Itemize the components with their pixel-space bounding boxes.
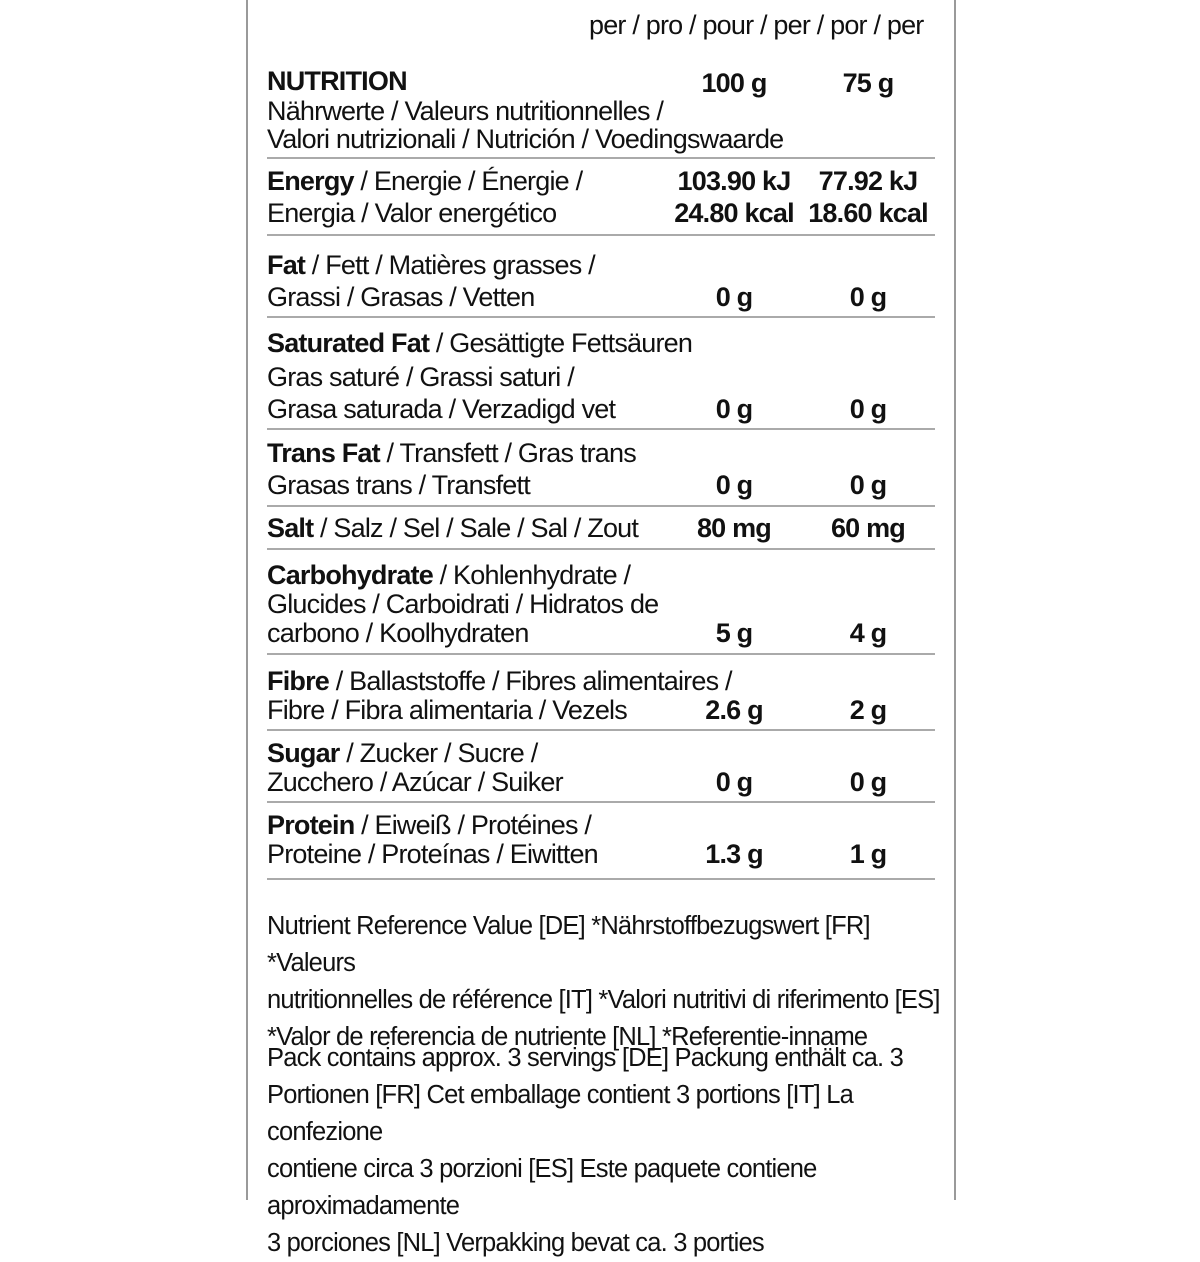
fat-label-line2: Grassi / Grasas / Vetten	[267, 282, 535, 312]
divider	[267, 157, 935, 159]
fibre-per-75g: 2 g	[849, 695, 887, 725]
divider	[267, 234, 935, 236]
energy-kj-per-75g: 77.92 kJ	[818, 166, 918, 196]
sugar-label-line2: Zucchero / Azúcar / Suiker	[267, 767, 563, 797]
fat-per-100g: 0 g	[715, 282, 753, 312]
divider	[267, 548, 935, 550]
per-serving-label: per / pro / pour / per / por / per	[589, 10, 924, 40]
energy-kcal-per-75g: 18.60 kcal	[808, 198, 928, 228]
nutrition-subtitle-line2: Valori nutrizionali / Nutrición / Voedingswaarde	[267, 124, 784, 154]
trans-fat-label-line2: Grasas trans / Transfett	[267, 470, 530, 500]
energy-kj-per-100g: 103.90 kJ	[677, 166, 791, 196]
carbohydrate-per-75g: 4 g	[849, 618, 887, 648]
servings-note-line: Pack contains approx. 3 servings [DE] Packung enthält ca. 3	[267, 1044, 904, 1072]
saturated-fat-per-100g: 0 g	[715, 394, 753, 424]
carbohydrate-per-100g: 5 g	[715, 618, 753, 648]
servings-note	[267, 1040, 947, 1262]
trans-fat-per-75g: 0 g	[849, 470, 887, 500]
fibre-label: Fibre / Ballaststoffe / Fibres alimentaires /	[267, 666, 732, 696]
column-header-75g: 75 g	[842, 68, 894, 98]
trans-fat-per-100g: 0 g	[715, 470, 753, 500]
energy-label: Energy / Energie / Énergie /	[267, 166, 583, 196]
salt-per-75g: 60 mg	[830, 513, 906, 543]
divider	[267, 653, 935, 655]
saturated-fat-per-75g: 0 g	[849, 394, 887, 424]
column-header-100g: 100 g	[701, 68, 767, 98]
divider	[267, 878, 935, 880]
divider	[267, 428, 935, 430]
fibre-per-100g: 2.6 g	[705, 695, 763, 725]
reference-note-line: nutritionnelles de référence [IT] *Valori nutritivi di riferimento [ES]	[267, 986, 940, 1014]
nutrition-label	[246, 0, 956, 1257]
nutrition-title: NUTRITION	[267, 66, 407, 96]
salt-label: Salt / Salz / Sel / Sale / Sal / Zout	[267, 513, 639, 543]
divider	[267, 505, 935, 507]
salt-per-100g: 80 mg	[696, 513, 772, 543]
reference-note-line: *Valor de referencia de nutriente [NL] *Referentie-inname	[267, 1023, 868, 1051]
energy-kcal-per-100g: 24.80 kcal	[674, 198, 794, 228]
sugar-label: Sugar / Zucker / Sucre /	[267, 738, 538, 768]
saturated-fat-label-line2: Gras saturé / Grassi saturi /	[267, 362, 574, 392]
fibre-label-line2: Fibre / Fibra alimentaria / Vezels	[267, 695, 627, 725]
reference-note-line: Nutrient Reference Value [DE] *Nährstoffbezugswert [FR] *Valeurs	[267, 912, 870, 977]
servings-note-line: 3 porciones [NL] Verpakking bevat ca. 3 porties	[267, 1229, 764, 1257]
carbohydrate-label: Carbohydrate / Kohlenhydrate /	[267, 560, 631, 590]
energy-label-line2: Energia / Valor energético	[267, 198, 557, 228]
nutrition-subtitle-line1: Nährwerte / Valeurs nutritionnelles /	[267, 96, 664, 126]
reference-value-note	[267, 908, 947, 1056]
fat-per-75g: 0 g	[849, 282, 887, 312]
protein-per-75g: 1 g	[849, 839, 887, 869]
carbohydrate-label-line3: carbono / Koolhydraten	[267, 618, 529, 648]
divider	[267, 316, 935, 318]
servings-note-line: Portionen [FR] Cet emballage contient 3 portions [IT] La confezione	[267, 1081, 853, 1146]
servings-note-line: contiene circa 3 porzioni [ES] Este paquete contiene aproximadamente	[267, 1155, 817, 1220]
sugar-per-100g: 0 g	[715, 767, 753, 797]
protein-label: Protein / Eiweiß / Protéines /	[267, 810, 592, 840]
trans-fat-label: Trans Fat / Transfett / Gras trans	[267, 438, 636, 468]
protein-label-line2: Proteine / Proteínas / Eiwitten	[267, 839, 598, 869]
divider	[267, 801, 935, 803]
divider	[267, 729, 935, 731]
saturated-fat-label: Saturated Fat / Gesättigte Fettsäuren	[267, 328, 693, 358]
sugar-per-75g: 0 g	[849, 767, 887, 797]
saturated-fat-label-line3: Grasa saturada / Verzadigd vet	[267, 394, 616, 424]
fat-label: Fat / Fett / Matières grasses /	[267, 250, 595, 280]
carbohydrate-label-line2: Glucides / Carboidrati / Hidratos de	[267, 589, 659, 619]
protein-per-100g: 1.3 g	[705, 839, 763, 869]
